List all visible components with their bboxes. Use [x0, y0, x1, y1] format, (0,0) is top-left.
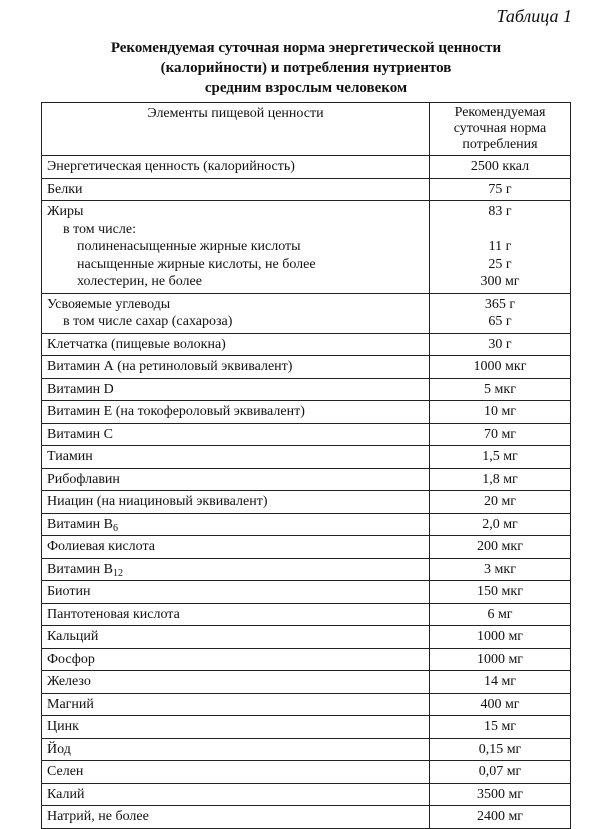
nutrient-name	[42, 558, 430, 581]
table-row	[42, 671, 571, 694]
nutrient-name	[42, 783, 430, 806]
nutrient-value	[430, 356, 571, 379]
table-row	[42, 558, 571, 581]
sub-nutrient-value: 65 г	[488, 314, 512, 329]
nutrient-value	[430, 761, 571, 784]
nutrient-label: Ниацин (на ниациновый эквивалент)	[47, 494, 268, 509]
nutrient-value-text: 150 мкг	[477, 584, 523, 599]
table-row	[42, 536, 571, 559]
nutrient-value-text: 400 мг	[480, 696, 520, 712]
table-row	[42, 738, 571, 761]
nutrient-label: Белки	[47, 181, 83, 197]
nutrient-name-text	[47, 741, 424, 759]
nutrient-name-text	[47, 336, 424, 354]
nutrient-value-text: 0,07 мг	[478, 764, 522, 779]
nutrient-name	[42, 626, 430, 649]
nutrient-value-text: 1,8 мг	[482, 471, 518, 487]
nutrient-label: Фолиевая кислота	[47, 539, 155, 554]
nutrient-label: Энергетическая ценность (калорийность)	[47, 159, 295, 174]
nutrient-label: Йод	[47, 741, 71, 757]
nutrient-value	[430, 333, 571, 356]
nutrient-value	[430, 738, 571, 761]
nutrient-value	[430, 201, 571, 294]
nutrient-value-text: 75 г	[488, 181, 512, 197]
nutrient-label: Биотин	[47, 584, 91, 599]
nutrient-name-text	[47, 448, 424, 466]
nutrient-label: Селен	[47, 764, 84, 779]
nutrient-name	[42, 468, 430, 491]
header-row	[42, 103, 571, 156]
nutrient-name-text	[47, 516, 424, 534]
nutrient-label: Жиры	[47, 204, 84, 219]
nutrient-name-text	[47, 651, 424, 669]
nutrient-label: Цинк	[47, 719, 79, 734]
nutrient-label: Тиамин	[47, 449, 93, 464]
table-row	[42, 201, 571, 294]
nutrient-label: Витамин С	[47, 426, 114, 442]
table-row	[42, 333, 571, 356]
table-row	[42, 693, 571, 716]
nutrient-name-text	[47, 358, 424, 376]
header-norm-line: Рекомендуемая	[454, 105, 546, 120]
nutrient-name-text	[47, 786, 424, 804]
nutrient-value-text: 10 мг	[483, 404, 517, 419]
nutrient-label: Витамин Е (на токофероловый эквивалент)	[47, 404, 305, 419]
title-line: средним взрослым человеком	[204, 80, 408, 96]
table-row	[42, 378, 571, 401]
nutrient-label: Клетчатка (пищевые волокна)	[47, 336, 226, 352]
nutrient-name	[42, 333, 430, 356]
nutrient-name-text	[47, 158, 424, 176]
nutrient-label: Рибофлавин	[47, 471, 120, 487]
nutrient-name-text	[47, 471, 424, 489]
nutrient-name-text	[47, 808, 424, 826]
table-title	[0, 38, 612, 98]
nutrient-value	[430, 558, 571, 581]
nutrient-name-text	[47, 493, 424, 511]
nutrient-value	[430, 671, 571, 694]
nutrient-name	[42, 178, 430, 201]
nutrient-name-text	[47, 763, 424, 781]
nutrient-name	[42, 581, 430, 604]
sub-nutrient-name: полиненасыщенные жирные кислоты	[77, 239, 301, 254]
nutrient-name	[42, 536, 430, 559]
nutrient-value-text: 2,0 мг	[482, 516, 518, 532]
nutrient-value	[430, 716, 571, 739]
nutrient-value	[430, 156, 571, 179]
nutrient-name	[42, 446, 430, 469]
table-row	[42, 401, 571, 424]
nutrient-label: Витамин D	[47, 381, 114, 397]
sub-nutrient-name: в том числе сахар (сахароза)	[63, 314, 233, 329]
nutrient-value-text: 3 мкг	[484, 561, 516, 577]
sub-nutrient-value: 25 г	[488, 256, 512, 272]
nutrient-value-text: 3500 мг	[476, 786, 524, 802]
nutrient-name-text	[47, 561, 424, 579]
sub-nutrient-value: 300 мг	[480, 274, 520, 289]
table-row	[42, 806, 571, 829]
table-row	[42, 423, 571, 446]
nutrient-label: Витамин В	[47, 561, 114, 577]
nutrient-value-text: 1000 мкг	[473, 359, 527, 374]
nutrient-value-text: 30 г	[488, 336, 512, 352]
nutrient-name	[42, 293, 430, 333]
nutrient-label: Калий	[47, 786, 85, 802]
nutrient-label: Натрий, не более	[47, 809, 149, 824]
vitamin-subscript: 12	[113, 567, 124, 579]
nutrient-value-text: 20 мг	[483, 494, 517, 509]
nutrient-name	[42, 423, 430, 446]
table-row	[42, 356, 571, 379]
nutrient-value-text: 365 г	[484, 296, 516, 312]
nutrient-name-text	[47, 628, 424, 646]
table-row	[42, 468, 571, 491]
nutrient-name-text	[47, 718, 424, 736]
sub-nutrient-name: насыщенные жирные кислоты, не более	[77, 256, 316, 272]
nutrient-name	[42, 513, 430, 536]
header-norm-line: потребления	[462, 137, 538, 152]
nutrient-value	[430, 603, 571, 626]
nutrient-value	[430, 178, 571, 201]
nutrient-name-text	[47, 606, 424, 624]
nutrient-label: Усвояемые углеводы	[47, 296, 171, 312]
nutrient-name	[42, 356, 430, 379]
nutrient-name	[42, 671, 430, 694]
nutrient-label: Пантотеновая кислота	[47, 606, 180, 622]
nutrient-name	[42, 156, 430, 179]
nutrient-value-text: 2500 ккал	[470, 159, 530, 174]
nutrient-name-text	[47, 403, 424, 421]
nutrient-name	[42, 716, 430, 739]
nutrient-value-text: 2400 мг	[476, 809, 524, 824]
nutrient-value-text: 14 мг	[483, 674, 517, 689]
nutrient-value-text: 1000 мг	[476, 629, 524, 644]
nutrient-label: Железо	[47, 674, 91, 689]
nutrient-label: Фосфор	[47, 651, 95, 667]
nutrient-value	[430, 491, 571, 514]
nutrient-value	[430, 423, 571, 446]
vitamin-subscript: 6	[113, 522, 119, 534]
nutrient-name-text	[47, 203, 424, 221]
table-row	[42, 491, 571, 514]
sub-nutrient-name: холестерин, не более	[77, 274, 202, 289]
nutrient-name	[42, 491, 430, 514]
nutrient-name-text	[47, 426, 424, 444]
nutrient-name	[42, 693, 430, 716]
table-row	[42, 293, 571, 333]
nutrient-value-text: 83 г	[488, 204, 512, 219]
nutrient-label: Кальций	[47, 629, 99, 644]
table-row	[42, 156, 571, 179]
table-row	[42, 761, 571, 784]
header-norm-line: суточная норма	[453, 121, 547, 136]
table-row	[42, 446, 571, 469]
nutrient-value-text: 1000 мг	[476, 651, 524, 667]
nutrient-value	[430, 446, 571, 469]
table-row	[42, 513, 571, 536]
nutrient-value	[430, 693, 571, 716]
nutrient-name-text	[47, 696, 424, 714]
nutrient-value	[430, 648, 571, 671]
table-row	[42, 178, 571, 201]
table-row	[42, 603, 571, 626]
nutrient-name-text	[47, 583, 424, 601]
nutrient-value	[430, 536, 571, 559]
nutrient-value	[430, 468, 571, 491]
nutrient-name	[42, 806, 430, 829]
nutrient-value-text: 0,15 мг	[478, 741, 522, 757]
sub-nutrient-name: в том числе:	[63, 221, 136, 237]
table-row	[42, 783, 571, 806]
nutrient-name-text	[47, 381, 424, 399]
table-row	[42, 581, 571, 604]
nutrient-name-text	[47, 181, 424, 199]
nutrient-label: Магний	[47, 696, 94, 712]
nutrient-name	[42, 761, 430, 784]
nutrient-name-text	[47, 538, 424, 556]
nutrient-value	[430, 513, 571, 536]
nutrient-value-text: 200 мкг	[477, 539, 523, 554]
sub-nutrient-value	[435, 221, 565, 239]
table-row	[42, 648, 571, 671]
header-norm	[430, 103, 571, 156]
nutrient-value	[430, 401, 571, 424]
nutrient-name	[42, 378, 430, 401]
nutrient-label: Витамин В	[47, 516, 114, 532]
nutrient-table	[41, 102, 571, 829]
nutrient-name-text	[47, 673, 424, 691]
nutrient-label: Витамин А (на ретиноловый эквивалент)	[47, 359, 293, 374]
table-row	[42, 626, 571, 649]
sub-nutrient-value: 11 г	[488, 239, 512, 254]
nutrient-value	[430, 378, 571, 401]
nutrient-name	[42, 401, 430, 424]
nutrient-value	[430, 783, 571, 806]
nutrient-name	[42, 201, 430, 294]
title-line: (калорийности) и потребления нутриентов	[160, 60, 452, 76]
nutrient-name	[42, 603, 430, 626]
nutrient-name	[42, 738, 430, 761]
header-element: Элементы пищевой ценности	[42, 103, 430, 156]
nutrient-value	[430, 581, 571, 604]
nutrient-value-text: 70 мг	[483, 426, 517, 442]
nutrient-name	[42, 648, 430, 671]
table-body	[42, 156, 571, 829]
table-row	[42, 716, 571, 739]
table-label: Таблица 1	[496, 6, 572, 26]
nutrient-value-text: 1,5 мг	[482, 449, 518, 464]
nutrient-value-text: 15 мг	[483, 719, 517, 734]
nutrient-value	[430, 626, 571, 649]
nutrient-name-text	[47, 296, 424, 314]
nutrient-value	[430, 806, 571, 829]
title-line: Рекомендуемая суточная норма энергетической ценности	[110, 40, 502, 56]
nutrient-value-text: 5 мкг	[484, 381, 516, 397]
nutrient-value-text: 6 мг	[487, 606, 513, 622]
nutrient-value	[430, 293, 571, 333]
